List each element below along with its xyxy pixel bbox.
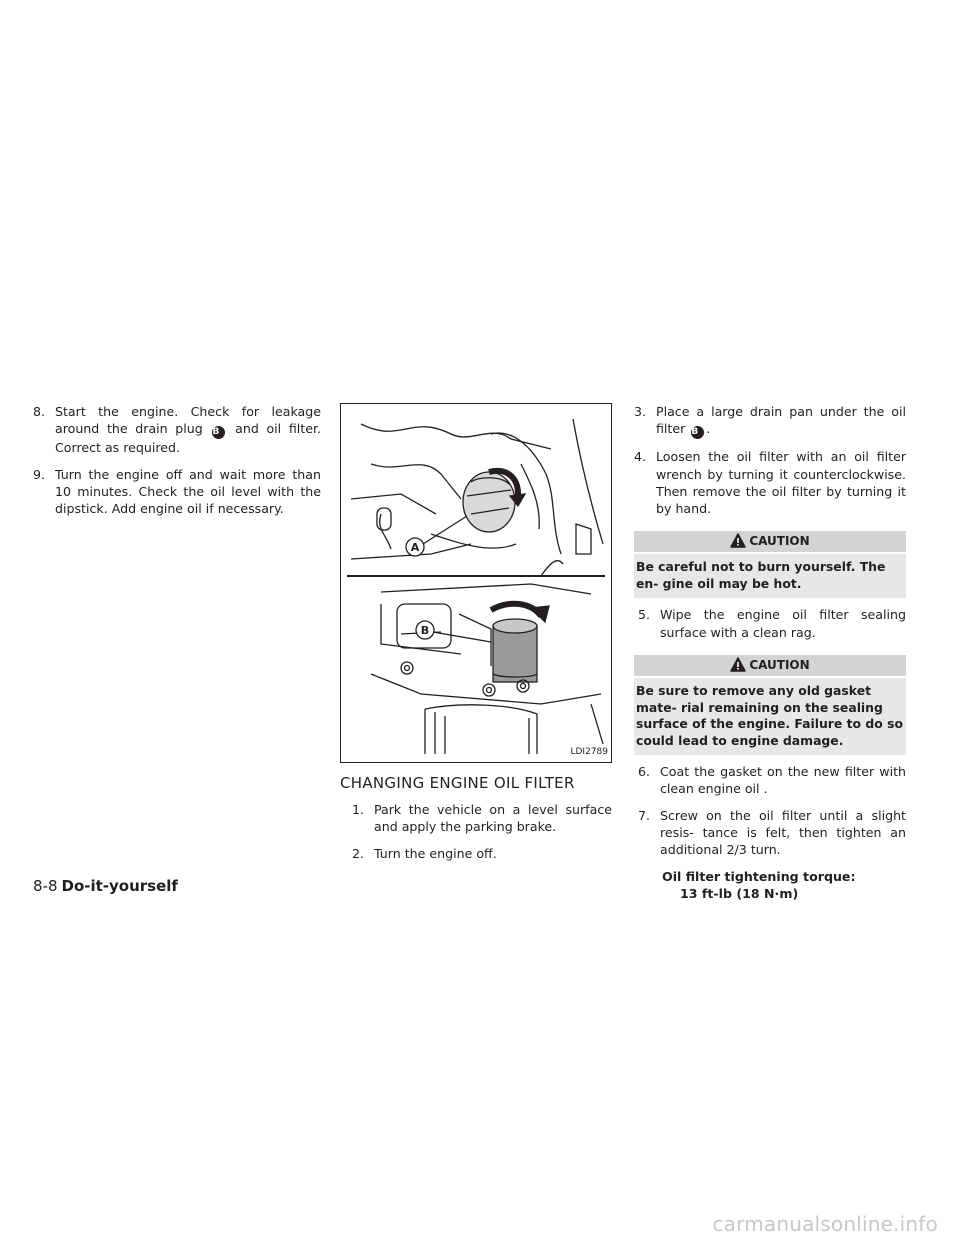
- step-8: 8. Start the engine. Check for leakage around the drain plug B and oil filter. Correct as required.: [33, 404, 321, 456]
- step-5-wrap: [634, 606, 906, 641]
- right-column: [634, 403, 906, 902]
- warning-icon: [730, 533, 746, 555]
- watermark: carmanualsonline.info: [712, 1212, 938, 1236]
- caution-text: Be careful not to burn yourself. The en- gine oil may be hot.: [634, 554, 906, 598]
- warning-icon: [730, 657, 746, 679]
- step-1: 1. Park the vehicle on a level surface and apply the parking brake.: [352, 802, 612, 835]
- marker-b: B: [691, 426, 704, 439]
- engine-illustration: [341, 404, 611, 762]
- page-footer: [33, 877, 178, 895]
- section-heading: CHANGING ENGINE OIL FILTER: [340, 774, 575, 792]
- torque-spec-label: Oil filter tightening torque:: [662, 868, 856, 884]
- left-column: [33, 403, 321, 526]
- page-number: 8-8: [33, 877, 58, 895]
- middle-column: [340, 403, 612, 871]
- step-4: 4. Loosen the oil filter with an oil filter wrench by turning it counterclockwise. Then remove the oil filter by turning it by hand.: [634, 449, 906, 517]
- step-5: 5. Wipe the engine oil filter sealing surface with a clean rag.: [638, 607, 906, 640]
- step-2: 2. Turn the engine off.: [352, 845, 497, 861]
- torque-spec-value: 13 ft-lb (18 N·m): [680, 885, 799, 901]
- caution-header: CAUTION: [634, 655, 906, 676]
- oil-filter-figure: [340, 403, 612, 763]
- figure-label-a: A: [410, 541, 420, 554]
- step-9: 9. Turn the engine off and wait more than 10 minutes. Check the oil level with the dipstick. Add engine oil if necessary.: [33, 466, 321, 517]
- step-3: 3. Place a large drain pan under the oil filter B .: [634, 404, 906, 438]
- steps-6-7-wrap: [634, 763, 906, 858]
- figure-id: LDI2789: [570, 746, 608, 757]
- step-6: 6. Coat the gasket on the new filter with clean engine oil .: [638, 764, 906, 797]
- caution-header: CAUTION: [634, 531, 906, 552]
- figure-label-b: B: [420, 624, 430, 637]
- caution-text: Be sure to remove any old gasket mate- rial remaining on the sealing surface of the engine. Failure to do so could lead to engine damage.: [634, 678, 906, 755]
- section-name: Do-it-yourself: [61, 877, 178, 895]
- step-7: 7. Screw on the oil filter until a slight resis- tance is felt, then tighten an additional 2/3 turn.: [638, 807, 906, 858]
- steps-list: [340, 801, 612, 862]
- marker-b: B: [212, 426, 225, 439]
